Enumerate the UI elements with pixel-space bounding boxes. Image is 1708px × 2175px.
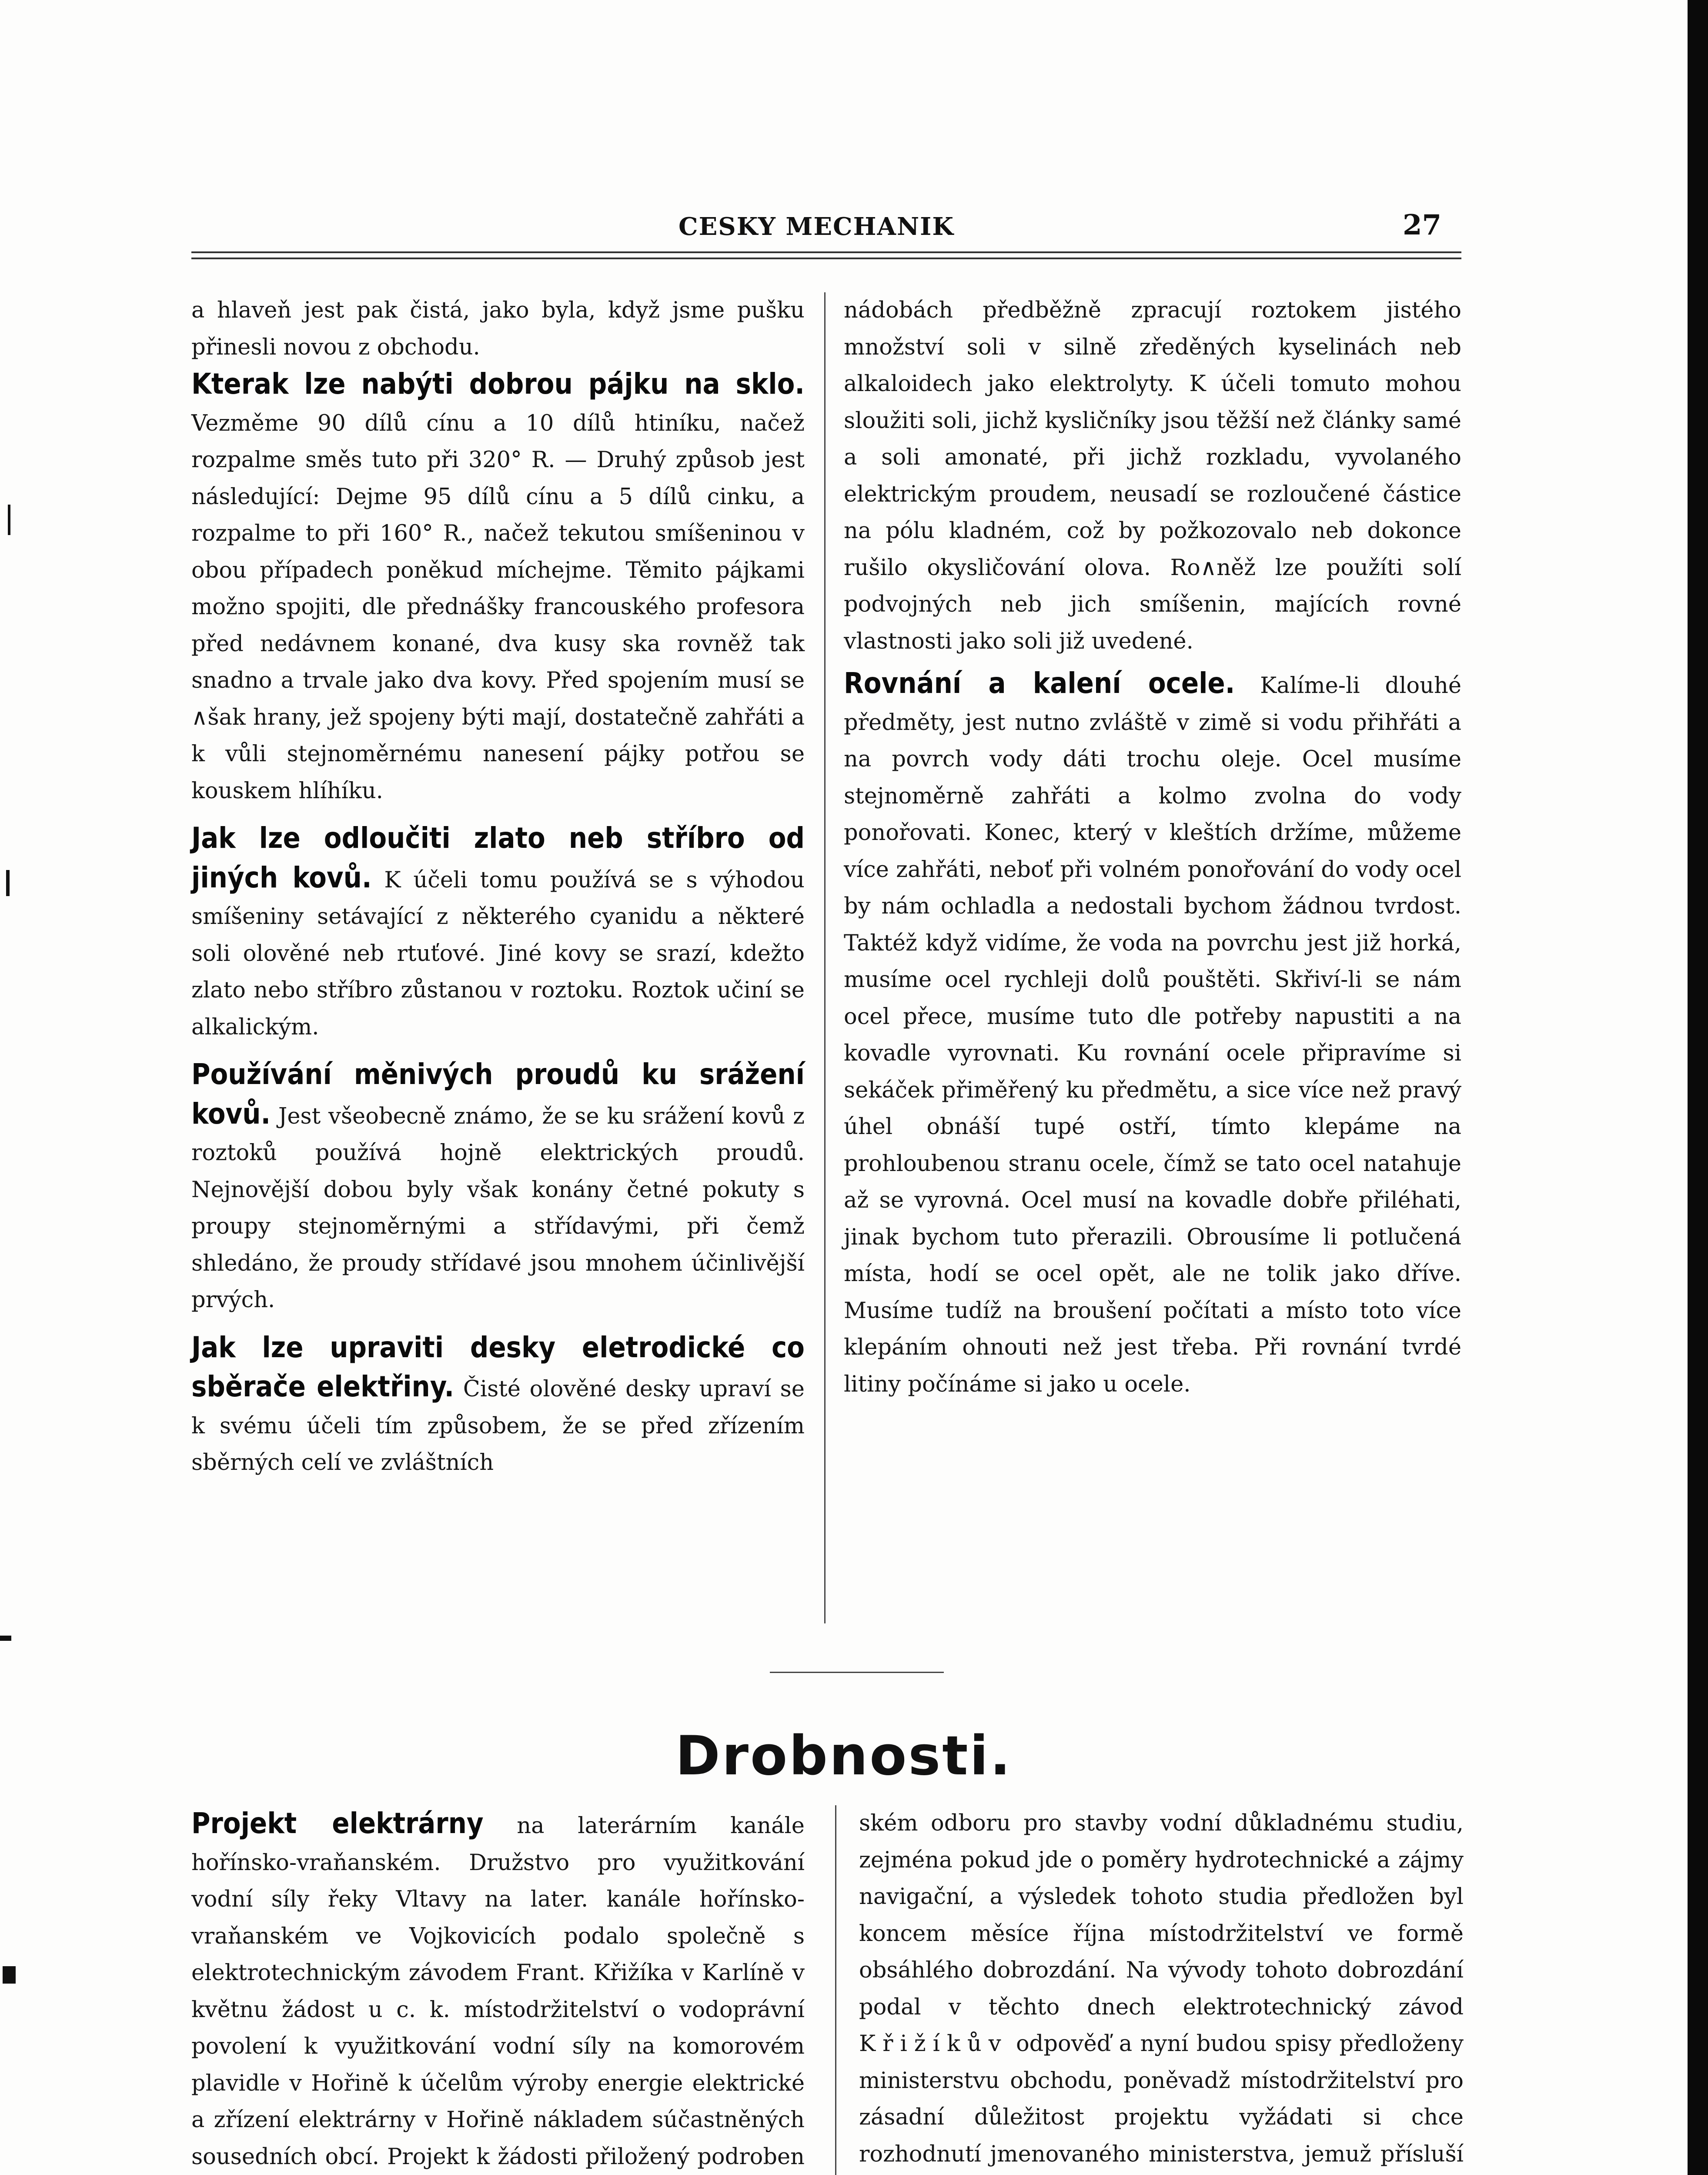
- article-text: Čisté olověné desky upraví se k svému účeli tím způsobem, že se před zřízením sběrných celí ve zvláštních: [191, 1376, 805, 1476]
- running-header: CESKY MECHANIK: [679, 212, 954, 241]
- article-block: [191, 820, 805, 1046]
- scan-mark: [8, 505, 10, 535]
- article-block: [191, 1805, 805, 2175]
- scan-mark: [0, 1636, 11, 1641]
- article-heading: Používání měnivých proudů ku srážení kovů.: [191, 1057, 805, 1131]
- page-number: 27: [1403, 209, 1442, 241]
- article-heading: Jak lze upraviti desky eletrodické co sběrače elektřiny.: [191, 1330, 805, 1403]
- column-upper-right: [844, 292, 1461, 1403]
- header-rule-bottom: [191, 258, 1461, 259]
- column-divider: [835, 1805, 836, 2175]
- article-heading: Projekt elektrárny: [191, 1807, 484, 1840]
- column-upper-left: [191, 292, 805, 1482]
- paragraph: a hlaveň jest pak čistá, jako byla, když jsme pušku přinesli novou z obchodu.: [191, 298, 805, 360]
- article-block: [191, 1329, 805, 1482]
- article-text: odpověď a nyní budou spisy předloženy ministerstvu obchodu, poněvadž místodržitelství pro zásadní důležitost projektu vyžádati si chce rozhodnutí jmenovaného ministerstva, jemuž přísluší: [859, 2031, 1464, 2167]
- article-text: Kalíme-li dlouhé předměty, jest nutno zvláště v zimě si vodu přihřáti a na povrch vody dáti trochu oleje. Ocel musíme stejnoměrně zahřáti a kolmo zvolna do vody ponořovati. Konec, který v kleštích držíme, můžeme více zahřáti, neboť při volném ponořování do vody ocel by nám ochladla a nedostali bychom žádnou tvrdost. Taktéž když vidíme, že voda na povrchu jest již horká, musíme ocel rychleji dolů pouštěti. Skřiví-li se nám ocel přece, musíme tuto dle potřeby napustiti a na kovadle vyrovnati. Ku rovnání ocele připravíme si sekáček přiměřený ku předmětu, a sice více než pravý úhel obnáší tupé ostří, tímto klepáme na prohloubenou stranu ocele, čímž se tato ocel natahuje až se vyrovná. Ocel musí na kovadle dobře přiléhati, jinak bychom tuto přerazili. Obrousíme li potlučená místa, hodí se ocel opět, ale ne tolik jako dříve. Musíme tudíž na broušení počítati a místo toto více klepáním ohnouti než jest třeba. Při rovnání tvrdé litiny počínáme si jako u ocele.: [844, 673, 1461, 1397]
- company-name: Křižíkův: [859, 2031, 1008, 2057]
- article-block: [191, 1056, 805, 1319]
- article-block: [844, 665, 1461, 1403]
- article-text: Vezměme 90 dílů cínu a 10 dílů htiníku, načež rozpalme směs tuto při 320° R. — Druhý způsob jest následující: Dejme 95 dílů cínu a 5 dílů cinku, a rozpalme to při 160° R., načež tekutou smíšeninou v obou případech poněkud míchejme. Těmito pájkami možno spojiti, dle přednášky francouského profesora před nedávnem konané, dva kusy ska rovněž tak snadno a trvale jako dva kovy. Před spojením musí se ∧šak hrany, jež spojeny býti mají, dostatečně zahřáti a k vůli stejnoměrnému nanesení pájky potřou se kouskem hlíhíku.: [191, 410, 805, 804]
- article-block: [191, 366, 805, 810]
- article-heading: Jak lze odloučiti zlato neb stříbro od jiných kovů.: [191, 821, 805, 894]
- scan-border: [1688, 0, 1708, 2175]
- article-heading: Rovnání a kalení ocele.: [844, 666, 1235, 700]
- column-divider: [824, 292, 826, 1623]
- section-divider: [770, 1672, 944, 1673]
- article-heading: Kterak lze nabýti dobrou pájku na sklo.: [191, 367, 805, 401]
- paragraph: nádobách předběžně zpracují roztokem jistého množství soli v silně zředěných kyselinách neb alkaloidech jako elektrolyty. K účeli tomuto mohou sloužiti soli, jichž kysličníky jsou těžší než články samé a soli amonaté, při jichž rozkladu, vyvolaného elektrickým proudem, neusadí se rozloučené částice na pólu kladném, což by požkozovalo neb dokonce rušilo okysličování olova. Ro∧něž lze použíti solí podvojných neb jich smíšenin, majících rovné vlastnosti jako soli již uvedené.: [844, 298, 1461, 654]
- scan-mark: [6, 870, 10, 896]
- section-title: Drobnosti.: [675, 1725, 1013, 1787]
- column-lower-left: [191, 1805, 805, 2175]
- column-lower-right: [859, 1805, 1464, 2175]
- article-text: K účeli tomu používá se s výhodou smíšeniny setávající z některého cyanidu a některé soli olověné neb rtuťové. Jiné kovy se srazí, kdežto zlato nebo stříbro zůstanou v roztoku. Roztok učiní se alkalickým.: [191, 867, 805, 1040]
- scan-mark: [3, 1966, 16, 1984]
- article-text: ském odboru pro stavby vodní důkladnému studiu, zejména pokud jde o poměry hydrotechnické a zájmy navigační, a výsledek tohoto studia předložen byl koncem měsíce října místodržitelství ve formě obsáhlého dobrozdání. Na vývody tohoto dobrozdání podal v těchto dnech elektrotechnický závod: [859, 1810, 1464, 2020]
- article-text: na laterárním kanále hořínsko-vraňanském. Družstvo pro využitkování vodní síly řeky Vltavy na later. kanále hořínsko-vraňanském ve Vojkovicích podalo společně s elektrotechnickým závodem Frant. Křižíka v Karlíně v květnu žádost u c. k. místodržitelství o vodoprávní povolení k využitkování vodní síly na komorovém plavidle v Hořině k účelům výroby energie elektrické a zřízení elektrárny v Hořině nákladem súčastněných sousedních obcí. Projekt k žádosti přiložený podroben: [191, 1813, 805, 2170]
- article-text: Jest všeobecně známo, že se ku srážení kovů z roztoků používá hojně elektrických proudů. Nejnovější dobou byly však konány četné pokuty s proupy stejnoměrnými a střídavými, při čemž shledáno, že proudy střídavé jsou mnohem účinlivější prvých.: [191, 1103, 805, 1313]
- paragraph: [859, 1805, 1464, 2175]
- header-rule-top: [191, 251, 1461, 253]
